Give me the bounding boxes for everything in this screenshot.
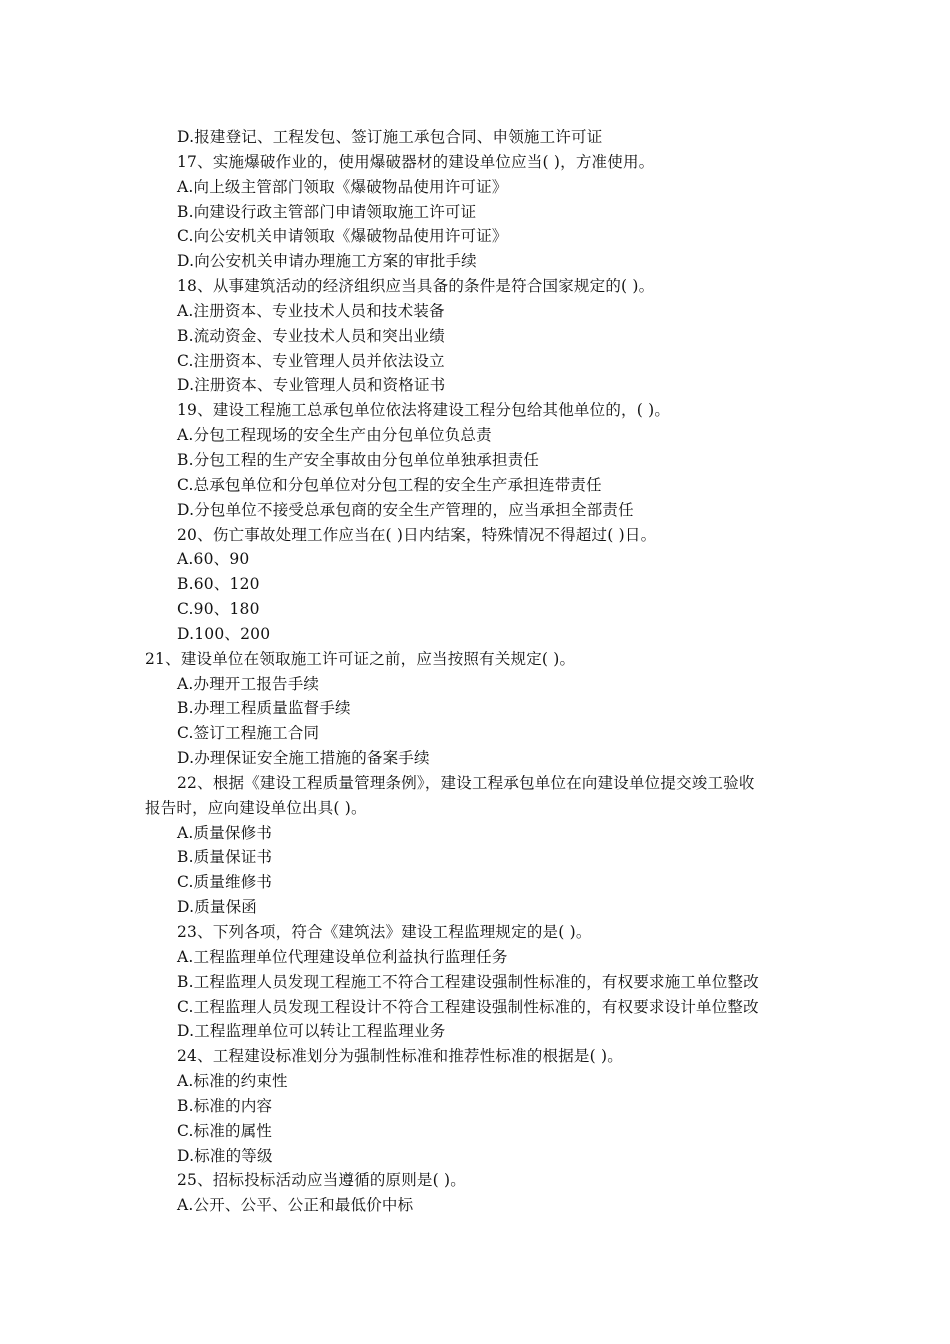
question-17: 17、实施爆破作业的，使用爆破器材的建设单位应当( )，方准使用。 — [177, 152, 655, 171]
document-body — [145, 125, 825, 1218]
option-line: D.标准的等级 — [177, 1146, 273, 1165]
option-line: C.工程监理人员发现工程设计不符合工程建设强制性标准的，有权要求设计单位整改 — [177, 997, 759, 1016]
option-line: D.分包单位不接受总承包商的安全生产管理的，应当承担全部责任 — [177, 500, 634, 519]
option-line: C.总承包单位和分包单位对分包工程的安全生产承担连带责任 — [177, 475, 602, 494]
option-line: B.工程监理人员发现工程施工不符合工程建设强制性标准的，有权要求施工单位整改 — [177, 972, 759, 991]
question-19: 19、建设工程施工总承包单位依法将建设工程分包给其他单位的，( )。 — [177, 401, 671, 420]
option-line: D.100、200 — [177, 624, 271, 643]
option-line: A.标准的约束性 — [177, 1072, 288, 1091]
option-line: C.签订工程施工合同 — [177, 724, 320, 743]
option-line: A.办理开工报告手续 — [177, 674, 320, 693]
question-22 — [145, 771, 825, 821]
question-25: 25、招标投标活动应当遵循的原则是( )。 — [177, 1171, 466, 1190]
option-line: C.向公安机关申请领取《爆破物品使用许可证》 — [177, 227, 508, 246]
option-line: B.60、120 — [177, 575, 260, 594]
option-line: B.分包工程的生产安全事故由分包单位单独承担责任 — [177, 450, 540, 469]
option-line: B.标准的内容 — [177, 1096, 273, 1115]
option-line: D.办理保证安全施工措施的备案手续 — [177, 749, 430, 768]
option-line: A.质量保修书 — [177, 823, 273, 842]
option-line: A.60、90 — [177, 550, 250, 569]
option-line: B.办理工程质量监督手续 — [177, 699, 351, 718]
question-20: 20、伤亡事故处理工作应当在( )日内结案，特殊情况不得超过( )日。 — [177, 525, 657, 544]
option-line: A.注册资本、专业技术人员和技术装备 — [177, 301, 445, 320]
option-line: D.工程监理单位可以转让工程监理业务 — [177, 1022, 446, 1041]
question-23: 23、下列各项，符合《建筑法》建设工程监理规定的是( )。 — [177, 923, 592, 941]
option-line: B.流动资金、专业技术人员和突出业绩 — [177, 326, 445, 345]
option-line: C.注册资本、专业管理人员并依法设立 — [177, 351, 445, 370]
option-line: D.注册资本、专业管理人员和资格证书 — [177, 376, 446, 395]
question-22-continuation: 报告时，应向建设单位出具( )。 — [145, 798, 367, 817]
option-line: C.质量维修书 — [177, 873, 273, 892]
option-line: D.向公安机关申请办理施工方案的审批手续 — [177, 252, 477, 271]
option-line: B.向建设行政主管部门申请领取施工许可证 — [177, 202, 477, 221]
option-line: D.质量保函 — [177, 898, 258, 917]
option-line: C.90、180 — [177, 600, 260, 619]
option-line: B.质量保证书 — [177, 848, 273, 867]
option-line: A.分包工程现场的安全生产由分包单位负总责 — [177, 426, 492, 445]
option-line: C.标准的属性 — [177, 1121, 273, 1140]
option-line: A.公开、公平、公正和最低价中标 — [177, 1196, 414, 1215]
option-line: A.向上级主管部门领取《爆破物品使用许可证》 — [177, 177, 508, 196]
question-18: 18、从事建筑活动的经济组织应当具备的条件是符合国家规定的( )。 — [177, 277, 655, 296]
question-24: 24、工程建设标准划分为强制性标准和推荐性标准的根据是( )。 — [177, 1047, 623, 1066]
question-22-first-line: 22、根据《建设工程质量管理条例》，建设工程承包单位在向建设单位提交竣工验收 — [177, 773, 755, 792]
option-line: A.工程监理单位代理建设单位利益执行监理任务 — [177, 947, 508, 966]
text-line: D.报建登记、工程发包、签订施工承包合同、申领施工许可证 — [177, 128, 603, 146]
question-21: 21、建设单位在领取施工许可证之前，应当按照有关规定( )。 — [145, 649, 576, 668]
